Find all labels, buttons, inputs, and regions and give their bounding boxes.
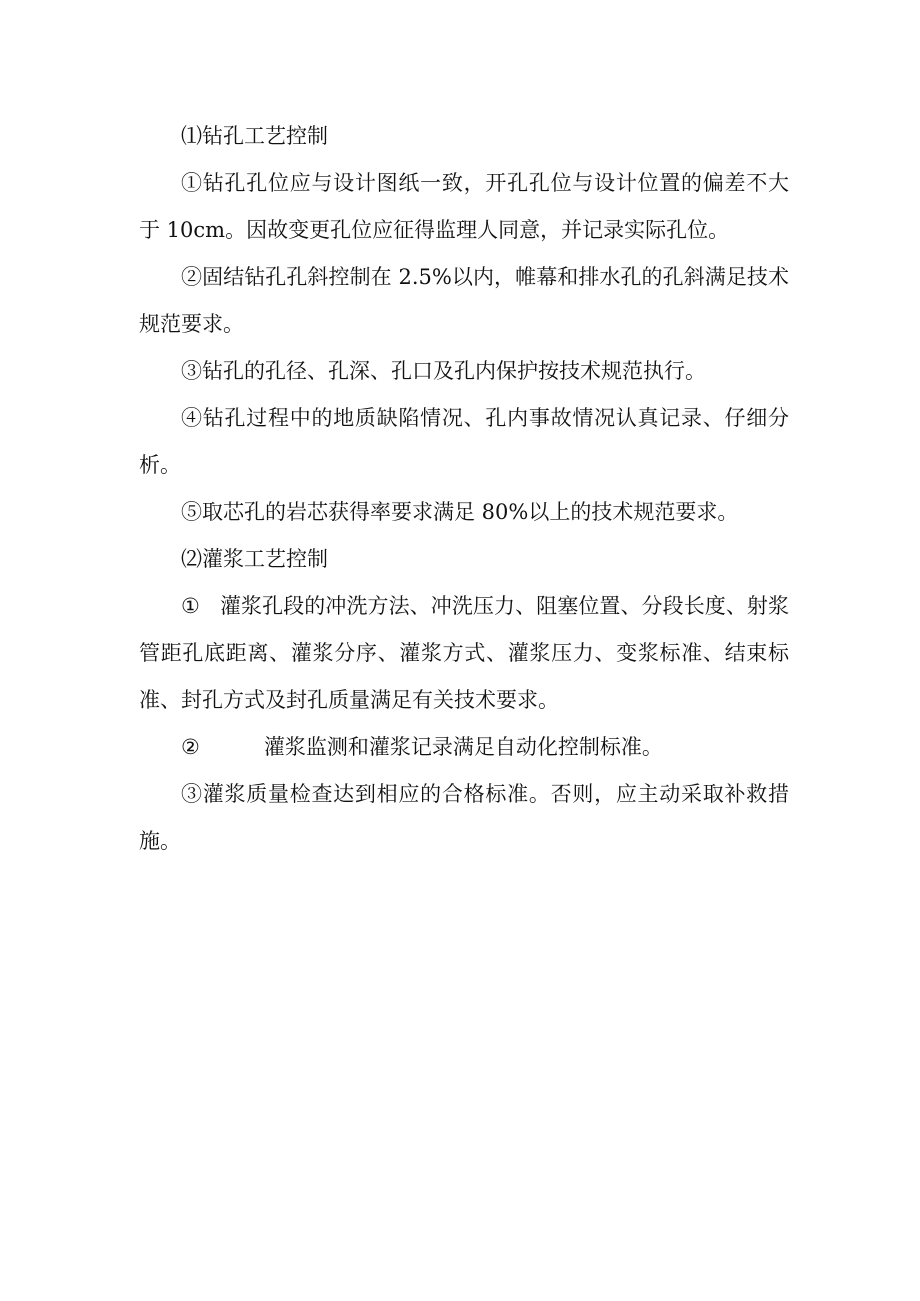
grouting-item-1 — [139, 583, 789, 724]
drilling-item-4: ④钻孔过程中的地质缺陷情况、孔内事故情况认真记录、仔细分析。 — [139, 406, 789, 477]
drilling-item-2: ②固结钻孔孔斜控制在 2.5%以内，帷幕和排水孔的孔斜满足技术规范要求。 — [139, 265, 789, 336]
grouting-item-2-marker: ② — [181, 735, 200, 759]
drilling-item-1: ①钻孔孔位应与设计图纸一致，开孔孔位与设计位置的偏差不大于 10cm。因故变更孔位应征得监理人同意，并记录实际孔位。 — [139, 171, 789, 242]
drilling-item-5: ⑤取芯孔的岩芯获得率要求满足 80%以上的技术规范要求。 — [181, 500, 739, 524]
document-body — [139, 113, 789, 865]
drilling-item-3: ③钻孔的孔径、孔深、孔口及孔内保护按技术规范执行。 — [181, 359, 706, 383]
section-heading-drilling: ⑴钻孔工艺控制 — [181, 124, 328, 148]
section-heading-grouting: ⑵灌浆工艺控制 — [181, 547, 328, 571]
grouting-item-2-text: 灌浆监测和灌浆记录满足自动化控制标准。 — [263, 735, 663, 759]
grouting-item-2 — [139, 724, 789, 771]
grouting-item-1-marker: ① — [181, 594, 200, 618]
grouting-item-3: ③灌浆质量检查达到相应的合格标准。否则，应主动采取补救措施。 — [139, 782, 789, 853]
grouting-item-1-text: 灌浆孔段的冲洗方法、冲洗压力、阻塞位置、分段长度、射浆管距孔底距离、灌浆分序、灌浆方式、灌浆压力、变浆标准、结束标准、封孔方式及封孔质量满足有关技术要求。 — [139, 594, 789, 712]
